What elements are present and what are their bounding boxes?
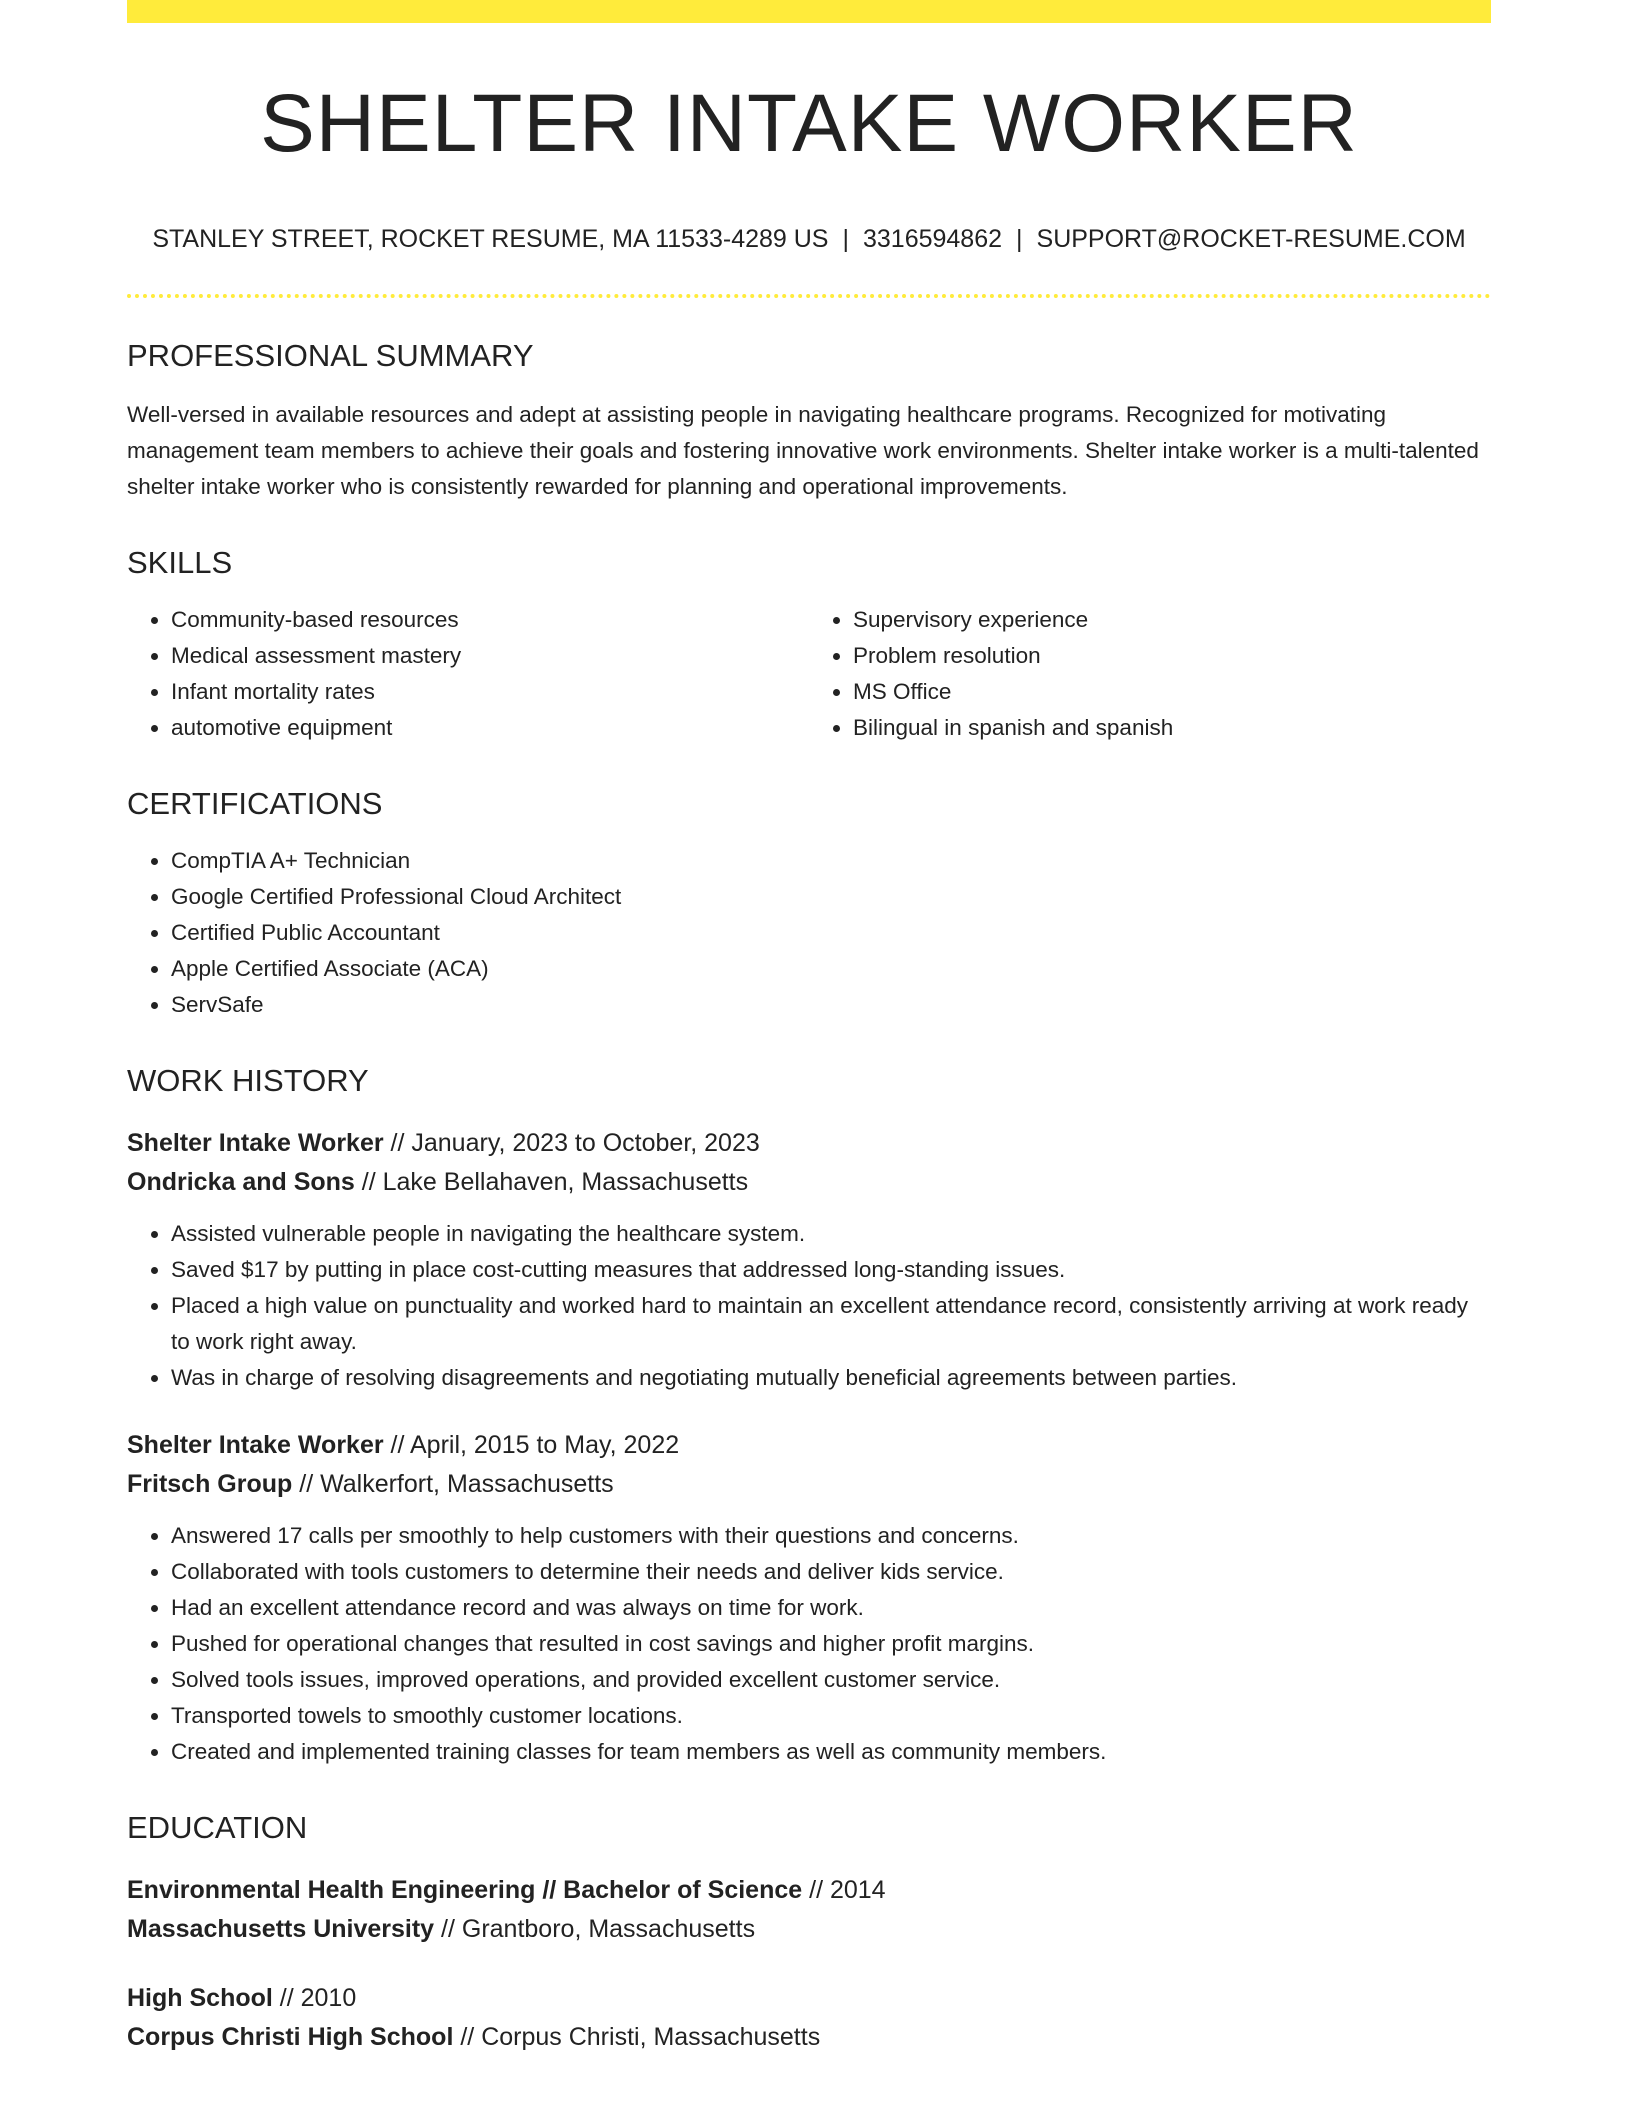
education-school-line: [127, 2018, 1491, 2057]
summary-heading: PROFESSIONAL SUMMARY: [127, 338, 534, 373]
skills-list-right: [809, 602, 1491, 746]
work-history-heading: WORK HISTORY: [127, 1063, 369, 1098]
job-bullet: • Placed a high value on punctuality and worked hard to maintain an excellent attendance record, consistently arriving at work ready to work right away.: [171, 1288, 1491, 1360]
candidate-title: SHELTER INTAKE WORKER: [260, 78, 1358, 169]
skills-heading: SKILLS: [127, 545, 233, 580]
education-school: Corpus Christi High School: [127, 2023, 454, 2051]
skill-item: • automotive equipment: [171, 710, 809, 746]
certifications-list: [127, 843, 1491, 1023]
job-bullet: • Answered 17 calls per smoothly to help customers with their questions and concerns.: [171, 1518, 1491, 1554]
dotted-divider: [127, 294, 1491, 298]
job-company: Fritsch Group: [127, 1470, 293, 1498]
education-entry: [127, 1871, 1491, 1949]
job-company-line: [127, 1163, 1491, 1202]
certification-item: • Google Certified Professional Cloud Architect: [171, 879, 1491, 915]
education-location: // Grantboro, Massachusetts: [434, 1915, 756, 1943]
skills-list-left: [127, 602, 809, 746]
contact-line: [127, 225, 1491, 254]
job-dates: // January, 2023 to October, 2023: [383, 1129, 760, 1157]
job-bullet: • Created and implemented training classes for team members as well as community members.: [171, 1734, 1491, 1770]
accent-top-bar: [127, 0, 1491, 23]
education-heading: EDUCATION: [127, 1810, 308, 1845]
job-bullet: • Transported towels to smoothly customer locations.: [171, 1698, 1491, 1734]
job-role-line: [127, 1426, 1491, 1465]
job-bullet: • Assisted vulnerable people in navigating the healthcare system.: [171, 1216, 1491, 1252]
education-school: Massachusetts University: [127, 1915, 435, 1943]
contact-email: SUPPORT@ROCKET-RESUME.COM: [1036, 225, 1466, 253]
job-role: Shelter Intake Worker: [127, 1431, 384, 1459]
certification-item: • Certified Public Accountant: [171, 915, 1491, 951]
job-company-line: [127, 1465, 1491, 1504]
job-bullets: [127, 1216, 1491, 1396]
job-bullet: • Solved tools issues, improved operations, and provided excellent customer service.: [171, 1662, 1491, 1698]
certification-item: • Apple Certified Associate (ACA): [171, 951, 1491, 987]
education-entry: [127, 1979, 1491, 2057]
education-degree: Environmental Health Engineering // Bachelor of Science: [127, 1876, 803, 1904]
job-entry: [127, 1426, 1491, 1770]
education-year: // 2014: [802, 1876, 886, 1904]
contact-separator: |: [842, 225, 849, 253]
education-location: // Corpus Christi, Massachusetts: [453, 2023, 821, 2051]
job-bullet: • Collaborated with tools customers to determine their needs and deliver kids service.: [171, 1554, 1491, 1590]
job-bullet: • Had an excellent attendance record and was always on time for work.: [171, 1590, 1491, 1626]
contact-address: STANLEY STREET, ROCKET RESUME, MA 11533-4289 US: [152, 225, 829, 253]
job-entry: [127, 1124, 1491, 1396]
job-bullet: • Pushed for operational changes that resulted in cost savings and higher profit margins.: [171, 1626, 1491, 1662]
skill-item: • MS Office: [853, 674, 1491, 710]
education-degree-line: [127, 1979, 1491, 2018]
skill-item: • Supervisory experience: [853, 602, 1491, 638]
job-bullet: • Was in charge of resolving disagreements and negotiating mutually beneficial agreements between parties.: [171, 1360, 1491, 1396]
job-location: // Lake Bellahaven, Massachusetts: [354, 1168, 749, 1196]
job-dates: // April, 2015 to May, 2022: [383, 1431, 680, 1459]
skill-item: • Medical assessment mastery: [171, 638, 809, 674]
education-degree: High School: [127, 1984, 273, 2012]
job-role-line: [127, 1124, 1491, 1163]
certification-item: • ServSafe: [171, 987, 1491, 1023]
contact-separator: |: [1016, 225, 1023, 253]
resume-page: [127, 0, 1491, 2057]
summary-text: Well-versed in available resources and adept at assisting people in navigating healthcare programs. Recognized for motivating management team members to achieve their goals and fostering innovative work environments. Shelter intake worker is a multi-talented shelter intake worker who is consistently rewarded for planning and operational improvements.: [127, 402, 1479, 499]
contact-phone: 3316594862: [862, 225, 1003, 253]
skill-item: • Problem resolution: [853, 638, 1491, 674]
certification-item: • CompTIA A+ Technician: [171, 843, 1491, 879]
job-company: Ondricka and Sons: [127, 1168, 355, 1196]
skill-item: • Bilingual in spanish and spanish: [853, 710, 1491, 746]
job-bullets: [127, 1518, 1491, 1770]
job-location: // Walkerfort, Massachusetts: [292, 1470, 614, 1498]
skill-item: • Community-based resources: [171, 602, 809, 638]
education-school-line: [127, 1910, 1491, 1949]
certifications-heading: CERTIFICATIONS: [127, 786, 383, 821]
job-bullet: • Saved $17 by putting in place cost-cutting measures that addressed long-standing issues.: [171, 1252, 1491, 1288]
education-year: // 2010: [272, 1984, 357, 2012]
skill-item: • Infant mortality rates: [171, 674, 809, 710]
skills-grid: [127, 578, 1491, 746]
education-degree-line: [127, 1871, 1491, 1910]
job-role: Shelter Intake Worker: [127, 1129, 384, 1157]
